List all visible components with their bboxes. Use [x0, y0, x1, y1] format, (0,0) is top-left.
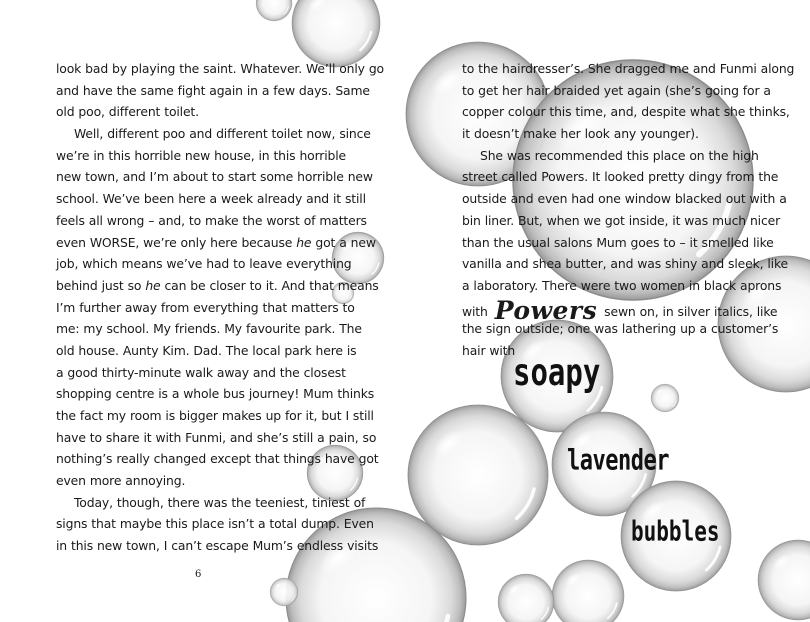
text-line: even more annoying. — [56, 473, 186, 489]
text-line: old house. Aunty Kim. Dad. The local park here is — [56, 342, 357, 358]
text-run: with — [462, 303, 492, 319]
bubble-word-lavender: lavender — [567, 445, 669, 478]
text-line: job, which means we’ve had to leave everything — [56, 256, 352, 272]
text-line: we’re in this horrible new house, in this horrible — [56, 147, 347, 163]
text-line: bin liner. But, when we got inside, it was much nicer — [462, 212, 781, 228]
text-line: nothing’s really changed except that things have got — [56, 451, 379, 467]
text-line: have to share it with Funmi, and she’s still a pain, so — [56, 429, 377, 445]
text-line: vanilla and shea butter, and was shiny and sleek, like — [462, 256, 789, 272]
text-line — [56, 232, 384, 254]
text-line: school. We’ve been here a week already and it still — [56, 191, 366, 207]
text-line: the sign outside; one was lathering up a customer’s — [462, 321, 779, 337]
text-line: in this new town, I can’t escape Mum’s endless visits — [56, 538, 379, 554]
text-line — [56, 275, 384, 297]
text-line: hair with — [462, 342, 516, 358]
text-run: even WORSE, we’re only here because — [56, 234, 297, 250]
text-line: street called Powers. It looked pretty dingy from the — [462, 169, 779, 185]
text-line: copper colour this time, and, despite what she thinks, — [462, 104, 790, 120]
text-run: sewn on, in silver italics, like — [600, 303, 778, 319]
text-line: and have the same fight again in a few days. Same — [56, 82, 370, 98]
text-line: a good thirty-minute walk away and the closest — [56, 364, 346, 380]
text-line: old poo, different toilet. — [56, 104, 199, 120]
text-line: the fact my room is bigger makes up for it, but I still — [56, 408, 374, 423]
text-line: She was recommended this place on the high — [480, 147, 759, 163]
text-line: than the usual salons Mum goes to – it smelled like — [462, 234, 774, 250]
text-line: new town, and I’m about to start some horrible new — [56, 169, 373, 185]
text-line: look bad by playing the saint. Whatever. We’ll only go — [56, 61, 384, 76]
text-line: to the hairdresser’s. She dragged me and Funmi along — [462, 61, 795, 76]
text-line: Today, though, there was the teeniest, tiniest of — [74, 494, 366, 510]
text-line: outside and even had one window blacked out with a — [462, 191, 787, 207]
text-run: got a new — [311, 234, 376, 250]
bubble-word-bubbles: bubbles — [631, 516, 720, 548]
page-number: 6 — [195, 569, 202, 580]
right-page — [405, 0, 810, 622]
text-line: I’m further away from everything that matters to — [56, 299, 355, 315]
text-line: to get her hair braided yet again (she’s going for a — [462, 82, 771, 98]
text-line: me: my school. My friends. My favourite park. The — [56, 321, 362, 337]
text-line: Well, different poo and different toilet now, since — [74, 126, 371, 142]
text-line: it doesn’t make her look any younger). — [462, 126, 699, 142]
text-line: feels all wrong – and, to make the worst of matters — [56, 212, 367, 228]
text-run: behind just so — [56, 277, 146, 293]
bubble-word-soapy: soapy — [513, 350, 601, 395]
text-run: can be closer to it. And that means — [160, 277, 379, 293]
text-line: shopping centre is a whole bus journey! Mum thinks — [56, 386, 375, 402]
text-line — [462, 295, 794, 325]
powers-logo-text: Powers — [494, 295, 598, 325]
italic-text: he — [296, 234, 312, 250]
text-line: signs that maybe this place isn’t a total dump. Even — [56, 516, 374, 532]
right-page-body-text — [462, 58, 794, 362]
italic-text: he — [145, 277, 161, 293]
left-page-body-text — [56, 58, 384, 557]
text-line: a laboratory. There were two women in black aprons — [462, 277, 782, 293]
